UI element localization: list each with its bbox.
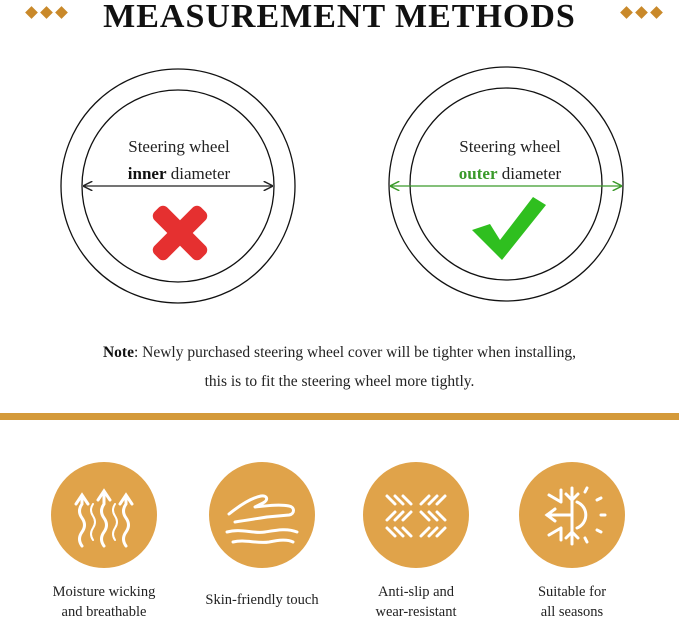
outer-label-line2 (405, 160, 615, 187)
feature-label (341, 582, 491, 617)
feature-skin (187, 462, 337, 610)
diamond-icon (635, 6, 648, 19)
inner-label-line2 (82, 160, 276, 187)
outer-label-line1: Steering wheel (459, 137, 561, 156)
feature-label-line2: and breathable (61, 604, 147, 617)
all-seasons-icon (519, 462, 625, 568)
feature-label (497, 582, 647, 617)
note-text: : Newly purchased steering wheel cover will be tighter when installing, (133, 344, 577, 361)
page-title: MEASUREMENT METHODS (103, 0, 576, 35)
outer-diameter-label (405, 133, 615, 187)
diamond-icon (650, 6, 663, 19)
check-icon (472, 197, 546, 260)
feature-label (187, 590, 337, 610)
install-note (0, 338, 679, 396)
outer-emphasis: outer (458, 164, 498, 183)
feature-label-line2: all seasons (540, 604, 604, 617)
inner-label-rest: diameter (166, 164, 231, 183)
inner-diameter-label (82, 133, 276, 187)
feature-label (29, 582, 179, 617)
feature-label-line2: wear-resistant (375, 604, 457, 617)
diamond-decoration-right (622, 8, 661, 17)
feature-label-line1: Suitable for (537, 584, 607, 600)
measurement-diagram (0, 60, 679, 310)
skin-touch-icon (209, 462, 315, 568)
feature-label-line1: Moisture wicking (52, 584, 156, 600)
note-line2: this is to fit the steering wheel more tightly. (204, 373, 475, 390)
inner-emphasis: inner (127, 164, 167, 183)
feature-seasons (497, 462, 647, 617)
diamond-icon (620, 6, 633, 19)
feature-label-line1: Anti-slip and (377, 584, 455, 600)
feature-label-line1: Skin-friendly touch (205, 592, 319, 608)
divider (0, 413, 679, 420)
header (0, 0, 679, 36)
cross-icon (150, 203, 209, 262)
moisture-wicking-icon (51, 462, 157, 568)
feature-anti-slip (341, 462, 491, 617)
outer-label-rest: diameter (497, 164, 562, 183)
note-label: Note (102, 344, 134, 361)
inner-label-line1: Steering wheel (128, 137, 230, 156)
anti-slip-icon (363, 462, 469, 568)
feature-moisture (29, 462, 179, 617)
note-line1 (0, 338, 679, 367)
